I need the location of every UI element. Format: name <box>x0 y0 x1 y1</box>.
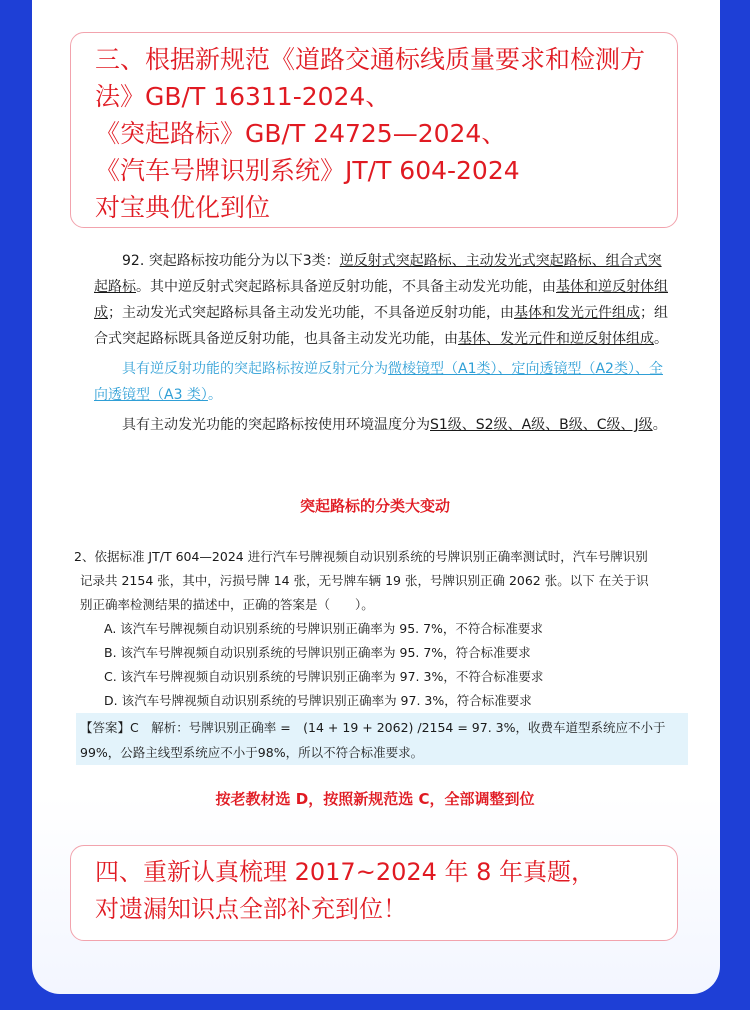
section4-line: 对遗漏知识点全部补充到位！ <box>95 895 407 923</box>
underlined-text: 基体、发光元件和逆反射体组成 <box>458 331 654 347</box>
underlined-text: 微棱镜型（A1类）、定向透镜型（A2类）、全向透镜型（A3 类） <box>94 361 663 403</box>
section4-callout <box>70 845 678 941</box>
question-stem: 别正确率检测结果的描述中，正确的答案是（ ）。 <box>80 597 374 612</box>
text: 。 <box>207 387 222 403</box>
option-d: D. 该汽车号牌视频自动识别系统的号牌识别正确率为 97. 3%，符合标准要求 <box>104 693 532 708</box>
option-b: B. 该汽车号牌视频自动识别系统的号牌识别正确率为 95. 7%，符合标准要求 <box>104 645 531 660</box>
text: 。 <box>652 417 667 433</box>
text: ；主动发光式突起路标具备主动发光功能，不具备逆反射功能，由 <box>108 305 514 321</box>
text: 92. 突起路标按功能分为以下3类： <box>122 253 340 269</box>
answer-line: 99%，公路主线型系统应不小于98%，所以不符合标准要求。 <box>80 745 424 760</box>
underlined-text: S1级、S2级、A级、B级、C级、J级 <box>430 417 653 433</box>
option-c: C. 该汽车号牌视频自动识别系统的号牌识别正确率为 97. 3%，不符合标准要求 <box>104 669 544 684</box>
question-stem: 2、依据标准 JT/T 604—2024 进行汽车号牌视频自动识别系统的号牌识别正确率测试时，汽车号牌识别 <box>74 549 648 564</box>
option-a: A. 该汽车号牌视频自动识别系统的号牌识别正确率为 95. 7%，不符合标准要求 <box>104 621 543 636</box>
section3-line: 《汽车号牌识别系统》JT/T 604-2024 <box>95 156 520 185</box>
text: 具有主动发光功能的突起路标按使用环境温度分为 <box>122 417 430 433</box>
text: ；组合式突起路标既具备逆反射功能，也具备主动发光功能，由 <box>94 305 668 347</box>
answer-line: 【答案】C 解析：号牌识别正确率 = (14 + 19 + 2062) /2154 = 97. 3%，收费车道型系统应不小于 <box>80 720 666 735</box>
answer-box <box>76 713 688 765</box>
caption-answer-change: 按老教材选 D，按照新规范选 C，全部调整到位 <box>215 790 535 808</box>
exam-question <box>74 545 694 713</box>
road-stud-excerpt <box>94 248 674 438</box>
section3-line: 法》GB/T 16311-2024、 <box>95 82 391 111</box>
section3-callout <box>70 32 678 228</box>
underlined-text: 基体和发光元件组成 <box>514 305 640 321</box>
text: 。其中逆反射式突起路标具备逆反射功能，不具备主动发光功能，由 <box>136 279 556 295</box>
section3-line: 三、根据新规范《道路交通标线质量要求和检测方 <box>95 45 646 74</box>
text: 。 <box>654 331 668 347</box>
section4-line: 四、重新认真梳理 2017~2024 年 8 年真题， <box>95 858 596 886</box>
text: 具有逆反射功能的突起路标按逆反射元分为 <box>122 361 388 377</box>
section3-line: 对宝典优化到位 <box>95 193 271 222</box>
active-lighting-paragraph <box>94 412 674 438</box>
classification-paragraph <box>94 248 674 352</box>
caption-classification-change: 突起路标的分类大变动 <box>299 497 450 515</box>
underlined-text: 逆反射式突起路标、主动发光式突起路标、组合式突起路标 <box>94 253 662 295</box>
underlined-text: 基体和逆反射体组成 <box>94 279 668 321</box>
section3-line: 《突起路标》GB/T 24725—2024、 <box>95 119 507 148</box>
question-stem: 记录共 2154 张，其中，污损号牌 14 张，无号牌车辆 19 张，号牌识别正确 2062 张。以下 在关于识 <box>80 573 649 588</box>
retroreflective-paragraph <box>94 356 674 408</box>
